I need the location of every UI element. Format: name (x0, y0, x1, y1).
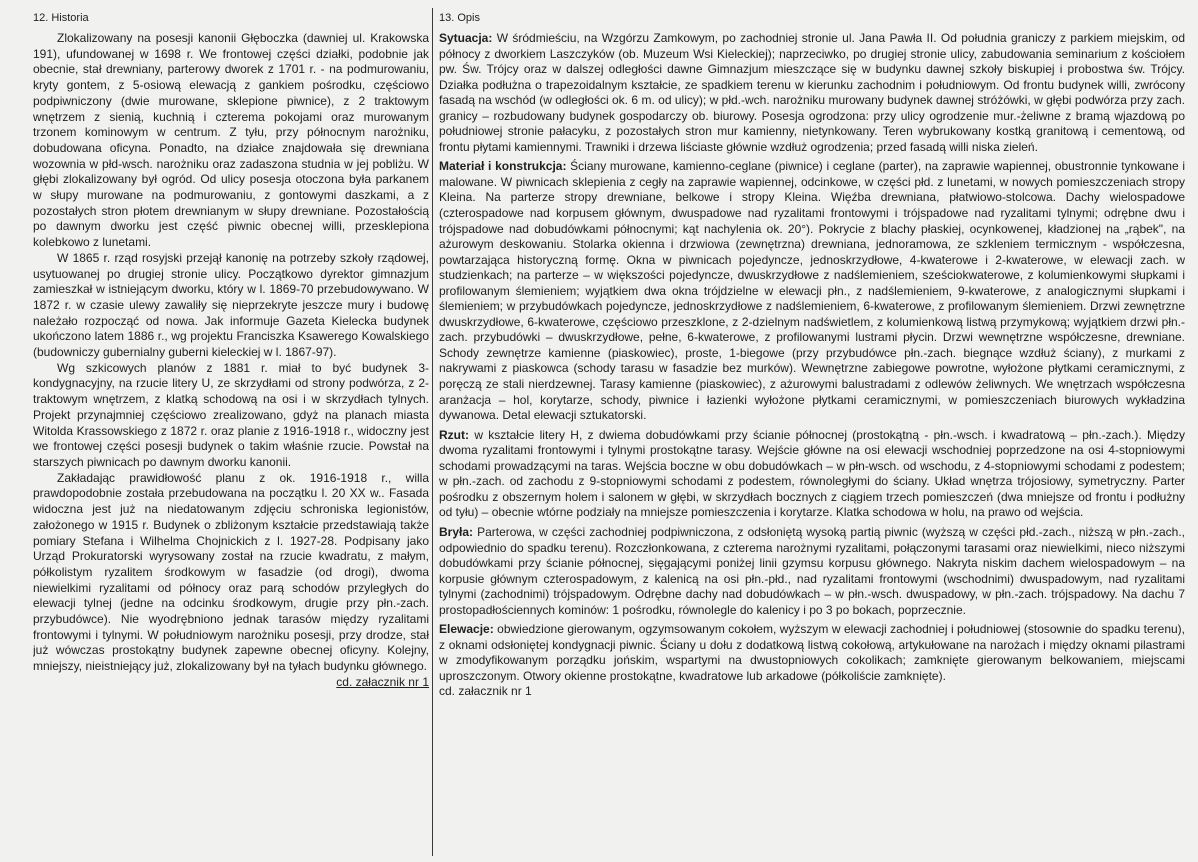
section-plan (439, 428, 1185, 521)
column-divider (432, 8, 433, 856)
section-text: Parterowa, w części zachodniej podpiwniczona, z odsłoniętą wysoką partią piwnic (wyższą w części płd.-zach., niższą w płn.-zach., odpowiednio do spadku terenu). Rozczłonkowana, z czterema narożnymi ryzalitami, połączonymi tarasami oraz niewielkimi, nieco niższymi dobudówkami przy ścianie północnej, sięgającymi poniżej linii gzymsu korpusu głównego. Nakryta niskim dachem wielospadowym – na korpusie głównym czterospadowym, z kalenicą na osi płn.-płd., nad ryzalitami frontowymi (wschodnimi) dwuspadowym, nad ryzalitami tylnymi (zachodnimi) trójspadowym. Odrębne dachy nad dobudówkach – w płn.-wsch. dwuspadowy, w płn.-zach. trójspadowy. Na dachu 7 prostopadłościennych kominów: 1 pośrodku, równolegle do kalenicy i po 3 po bokach, poprzecznie. (439, 524, 1185, 617)
history-paragraph (33, 470, 429, 689)
history-column (33, 10, 429, 855)
history-heading: 12. Historia (33, 12, 89, 24)
description-continuation-link[interactable]: cd. załacznik nr 1 (439, 684, 532, 699)
section-elevations (439, 622, 1185, 684)
section-massing (439, 525, 1185, 618)
section-text: obwiedzione gierowanym, ogzymsowanym cokołem, wyższym w elewacji zachodniej i południowej (stosownie do spadku terenu), z oknami odsłoniętej kondygnacji piwnic. Ściany u dołu z dodatkową listwą cokołową, artykułowane na narożach i między oknami pilastrami w zmodyfikowanym porządku jońskim, wspartymi na dwustopniowych cokolikach; zamknięte gierowanym belkowaniem, miejscami uproszczonym. Otwory okienne prostokątne, kwadratowe lub arkadowe (półkoliście zamknięte). (439, 622, 1185, 683)
section-label: Elewacje: (439, 622, 494, 637)
section-material (439, 159, 1185, 423)
history-paragraph: W 1865 r. rząd rosyjski przejął kanonię na potrzeby szkoły rządowej, usytuowanej po drugiej stronie ulicy. Początkowo dyrektor gimnazjum zamieszkał w istniejącym dworku, który w l. 1869-70 przebudowywano. W 1872 r. w czasie ulewy zawaliły się nieprzekryte jeszcze mury i budowę należało rozpocząć od nowa. Jak informuje Gazeta Kielecka budynek ukończono latem 1886 r., wg projektu Franciszka Ksawerego Kowalskiego (budowniczy gubernialny guberni kieleckiej w l. 1867-97). (33, 250, 429, 360)
section-label: Materiał i konstrukcja: (439, 159, 567, 174)
section-label: Rzut: (439, 427, 469, 442)
section-situation (439, 31, 1185, 155)
section-label: Bryła: (439, 524, 474, 539)
section-text: W śródmieściu, na Wzgórzu Zamkowym, po zachodniej stronie ul. Jana Pawła II. Od południa graniczy z parkiem miejskim, od północy z dworkiem Laszczyków (ob. Muzeum Wsi Kieleckiej); naprzeciwko, po drugiej stronie ulicy, zabudowania seminarium z kościołem pw. Św. Trójcy oraz w dalszej odległości dawne Gimnazjum mieszczące się w budynku dawnej szkoły biskupiej i probostwa św. Trójcy. Działka podłużna o trapezoidalnym kształcie, ze spadkiem terenu w kierunku zachodnim i południowym. Od frontu budynek willi, zwrócony fasadą na wschód (w odległości ok. 6 m. od ulicy); w płd.-wch. narożniku murowany budynek dawnej stróżówki, w głębi podwórza przy zach. granicy – rozbudowany budynek gospodarczy ob. biurowy. Posesja ogrodzona: przy ulicy ogrodzenie mur.-żeliwne z bramą wjazdową po południowej stronie pałacyku, z pozostałych stron mur kamienny, nietynkowany. Teren wybrukowany kostką granitową i cementową, od frontu płytami kamiennymi. Trawniki i drzewa liściaste głównie wzdłuż ogrodzenia; przed fasadą willi niska zieleń. (439, 31, 1185, 154)
section-label: Sytuacja: (439, 31, 493, 45)
description-heading: 13. Opis (439, 12, 480, 24)
history-paragraph-text: Zakładając prawidłowość planu z ok. 1916-1918 r., willa prawdopodobnie została przebudowana na początku l. 20 XX w.. Fasada widoczna jest już na niedatowanym zdjęciu schroniska legionistów, założonego w 1915 r. Budynek o zbliżonym kształcie przedstawiają także pomiary Stefana i Wilhelma Chojnickich z l. 1927-28. Podpisany jako Urząd Prokuratorski wyrysowany został na rzucie kwadratu, z małym, półkolistym ryzalitem środkowym w fasadzie (od drogi), dwoma niewielkimi ryzalitami od północy oraz parą schodów przyległych do elewacji tylnej (jedne na odcinku środkowym, drugie przy płn.-zach. przybudówce). Nie wyodrębniono jednak tarasów między ryzalitami frontowymi i tylnymi. W południowym narożniku posesji, przy drodze, stał już wówczas prostokątny budynek zapewne obecnej oficyny. Kolejny, mniejszy, nieistniejący już, zlokalizowany był na tyłach budynku głównego. (33, 470, 429, 674)
history-paragraph: Wg szkicowych planów z 1881 r. miał to być budynek 3-kondygnacyjny, na rzucie litery U, ze skrzydłami od strony podwórza, z 2-traktowym wnętrzem, z klatką schodową na osi i w skrzydłach tylnych. Projekt przynajmniej częściowo zrealizowano, gdyż na planach miasta Witolda Krassowskiego z 1872 r. oraz planie z 1916-1918 r., widoczny jest we frontowej części posesji budynek o takim właśnie rzucie. Powstał na starszych piwnicach po dawnym dworku kanonii. (33, 360, 429, 469)
history-paragraph: Zlokalizowany na posesji kanonii Głęboczka (dawniej ul. Krakowska 191), ufundowanej w 1698 r. We frontowej części działki, podobnie jak obecnie, stał drewniany, parterowy dworek z 1701 r. - na podmurowaniu, kryty gontem, z 5-osiową elewacją z gankiem pośrodku, częściowo podpiwniczony (dwie murowane, sklepione piwnice), z 2 traktowym wnętrzem z sienią, kuchnią i czterema pokojami oraz murowanym trzonem kominowym w centrum. Z tyłu, przy północnym narożniku, dobudowana oficyna. Ponadto, na działce znajdowała się drewniana wozownia w płd-wsch. narożniku oraz zadaszona studnia w jej pobliżu. W głębi zlokalizowany był ogród. Od ulicy posesja otoczona była parkanem w słupy murowane na podmurowaniu, z gontowymi daszkami, a z pozostałych stron płotem drewnianym w słupy drewniane. Pozostałością po dawnym dworku jest część piwnic obecnej willi, przesklepiona kolebkowo z lunetami. (33, 31, 429, 250)
history-continuation-link[interactable]: cd. załacznik nr 1 (336, 674, 429, 689)
description-column (439, 10, 1185, 855)
section-text: w kształcie litery H, z dwiema dobudówkami przy ścianie północnej (prostokątną - płn.-wsch. i kwadratową – płn.-zach.). Między dwoma ryzalitami frontowymi i tylnymi prostokątne tarasy. Wejście główne na osi elewacji wschodniej poprzedzone na osi 4-stopniowymi schodami prowadzącymi na taras. Wejścia boczne w obu dobudówkach – w płn-wsch. od wschodu, z 4-stopniowymi schodami z podestem; w płn.-zach. od zachodu z 9-stopniowymi schodami z podestem, równoległymi do ściany. Układ wnętrza trójosiowy, symetryczny. Parter pośrodku z obszernym holem i salonem w głębi, w skrzydłach bocznych z ciągiem trzech pomieszczeń (dwa mniejsze od frontu i podłużny od tyłu) – obecnie wtórne podziały na mniejsze pomieszczenia i korytarze. Klatka schodowa w holu, na prawo od wejścia. (439, 427, 1185, 520)
section-text: Ściany murowane, kamienno-ceglane (piwnice) i ceglane (parter), na zaprawie wapiennej, obustronnie tynkowane i malowane. W piwnicach sklepienia z cegły na zaprawie wapiennej, odcinkowe, w części płd. z lunetami, w nowych pomieszczeniach stropy Kleina. Na parterze stropy drewniane, belkowe i stropy Kleina. Więźba drewniana, płatwiowo-stolcowa. Dachy wielospadowe (czterospadowe nad korpusem głównym, dwuspadowe nad ryzalitami frontowymi i trójspadowe nad ryzalitami tylnymi; odrębne dwu i trójspadowe nad dobudówkami północnymi; kąt nachylenia ok. 20°). Pokrycie z blachy płaskiej, ocynkowenej, kładzionej na „rąbek", na ażurowym deskowaniu. Stolarka okienna i drzwiowa (zewnętrzna) drewniana, jednoramowa, ze szkleniem termicznym - współczesna, powtarzająca historyczną formę. Okna w piwnicach pojedyncze, jednoskrzydłowe, 4-kwaterowe i 2-kwaterowe, w elewacji zach. w studzienkach; na parterze – w większości pojedyncze, dwuskrzydłowe z nadślemieniem, sześciokwaterowe, z kolumienkowymi słupkami i profilowanym ślemieniem; wyjątkiem dwa okna trójdzielne w elewacji płn., z nadślemieniem, 9-kwaterowe, z analogicznymi słupkami i ślemieniem; w przybudówkach pojedyncze, jednoskrzydłowe z nadślemieniem, 6-kwaterowe, z profilowanym ślemieniem. Drzwi zewnętrzne dwuskrzydłowe, 6-kwaterowe, częściowo przeszklone, z 2-dzielnym nadświetlem, z kolumienkową listwą przymykową; wyjątkiem drzwi płn.-zach. przybudówki – dwuskrzydłowe, pełne, 6-kwaterowe, z profilowanymi lustrami płycin. Drzwi wewnętrzne współczesne, drewniane. Schody zewnętrze kamienne (piaskowiec), proste, 1-biegowe (przy przybudówce płn.-zach. biegnące wzdłuż ściany), z murkami z nakrywami z piaskowca (schody tarasu w fasadzie bez murków). Wewnętrzne zabiegowe powrotne, wyłożone płytkami ceramicznymi, z poręczą ze stali nierdzewnej. Tarasy kamienne (piaskowiec), z ażurowymi balustradami z odlewów żeliwnych. We wnętrzach współczesna aranżacja – hol, korytarze, schody, piwnice i łazienki wyłożone płytkami ceramicznymi, w pomieszczeniach biurowych wykładzina dywanowa. Detal elewacji sztukatorski. (439, 159, 1185, 423)
